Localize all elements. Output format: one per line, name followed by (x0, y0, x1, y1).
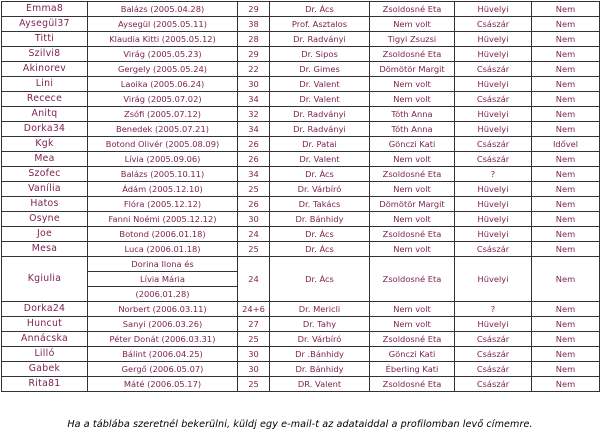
place-cell: Császár (455, 347, 532, 362)
midwife-cell: Nem volt (370, 152, 455, 167)
doctor-cell: Dr. Patai (270, 137, 370, 152)
flag-cell: Nem (532, 227, 600, 242)
baby-cell: Norbert (2006.03.11) (88, 302, 238, 317)
table-row (2, 182, 600, 197)
doctor-cell: Dr. Gimes (270, 62, 370, 77)
flag-cell: Nem (532, 377, 600, 392)
doctor-cell: Dr. Radványi (270, 122, 370, 137)
flag-cell: Nem (532, 317, 600, 332)
flag-cell: Nem (532, 32, 600, 47)
flag-cell: Nem (532, 182, 600, 197)
doctor-cell: Dr. Mericli (270, 302, 370, 317)
week-cell: 30 (238, 347, 270, 362)
baby-cell: Lívia (2005.09.06) (88, 152, 238, 167)
table-row (2, 47, 600, 62)
week-cell: 29 (238, 47, 270, 62)
baby-cell: Klaudia Kitti (2005.05.12) (88, 32, 238, 47)
place-cell: ? (455, 302, 532, 317)
week-cell: 26 (238, 152, 270, 167)
table-row (2, 62, 600, 77)
table-row (2, 227, 600, 242)
place-cell: Hüvelyi (455, 107, 532, 122)
table-row (2, 332, 600, 347)
doctor-cell: Prof. Asztalos (270, 17, 370, 32)
place-cell: ? (455, 167, 532, 182)
table-row (2, 77, 600, 92)
doctor-cell: Dr. Valent (270, 92, 370, 107)
flag-cell: Nem (532, 77, 600, 92)
nick-cell: Lini (2, 77, 88, 92)
baby-cell: Virág (2005.05.23) (88, 47, 238, 62)
nick-cell: Joe (2, 227, 88, 242)
week-cell: 24 (238, 227, 270, 242)
week-cell: 32 (238, 107, 270, 122)
flag-cell: Nem (532, 122, 600, 137)
doctor-cell: Dr. Valent (270, 77, 370, 92)
midwife-cell: Zsoldosné Eta (370, 47, 455, 62)
doctor-cell: Dr. Valent (270, 152, 370, 167)
baby-cell: Sanyi (2006.03.26) (88, 317, 238, 332)
doctor-cell: Dr. Várbíró (270, 182, 370, 197)
table-row (2, 377, 600, 392)
place-cell: Császár (455, 152, 532, 167)
table-row (2, 152, 600, 167)
baby-cell: Fanni Noémi (2005.12.12) (88, 212, 238, 227)
doctor-cell: Dr. Ács (270, 242, 370, 257)
midwife-cell: Gönczi Kati (370, 347, 455, 362)
nick-cell: Kgk (2, 137, 88, 152)
nick-cell: Hatos (2, 197, 88, 212)
nick-cell: Kgiulia (2, 257, 88, 302)
doctor-cell: Dr. Bánhidy (270, 362, 370, 377)
week-cell: 26 (238, 197, 270, 212)
baby-cell: Balázs (2005.04.28) (88, 2, 238, 17)
week-cell: 25 (238, 242, 270, 257)
place-cell: Hüvelyi (455, 317, 532, 332)
midwife-cell: Zsoldosné Eta (370, 332, 455, 347)
table-row (2, 197, 600, 212)
doctor-cell: Dr. Ács (270, 257, 370, 302)
doctor-cell: Dr. Takács (270, 197, 370, 212)
week-cell: 27 (238, 317, 270, 332)
place-cell: Hüvelyi (455, 122, 532, 137)
place-cell: Császár (455, 17, 532, 32)
flag-cell: Nem (532, 107, 600, 122)
nick-cell: Dorka24 (2, 302, 88, 317)
nick-cell: Mesa (2, 242, 88, 257)
midwife-cell: Nem volt (370, 302, 455, 317)
table-row (2, 92, 600, 107)
table-row (2, 347, 600, 362)
week-cell: 34 (238, 122, 270, 137)
place-cell: Hüvelyi (455, 197, 532, 212)
midwife-cell: Nem volt (370, 92, 455, 107)
midwife-cell: Zsoldosné Eta (370, 257, 455, 302)
flag-cell: Nem (532, 212, 600, 227)
week-cell: 30 (238, 362, 270, 377)
flag-cell: Nem (532, 197, 600, 212)
midwife-cell: Zsoldosné Eta (370, 227, 455, 242)
table-body-kgiulia (2, 257, 600, 302)
week-cell: 34 (238, 167, 270, 182)
nick-cell: Lilló (2, 347, 88, 362)
place-cell: Hüvelyi (455, 182, 532, 197)
midwife-cell: Éberling Kati (370, 362, 455, 377)
table-row (2, 302, 600, 317)
midwife-cell: Nem volt (370, 317, 455, 332)
midwife-cell: Zsoldosné Eta (370, 2, 455, 17)
midwife-cell: Tóth Anna (370, 107, 455, 122)
place-cell: Császár (455, 332, 532, 347)
place-cell: Császár (455, 242, 532, 257)
flag-cell: Nem (532, 152, 600, 167)
nick-cell: Anitq (2, 107, 88, 122)
nick-cell: Emma8 (2, 2, 88, 17)
week-cell: 29 (238, 2, 270, 17)
baby-cell-line-1: Dorina Ilona és (88, 257, 238, 272)
doctor-cell: Dr. Sipos (270, 47, 370, 62)
flag-cell: Nem (532, 2, 600, 17)
week-cell: 28 (238, 32, 270, 47)
nick-cell: Aysegül37 (2, 17, 88, 32)
table-row-kgiulia (2, 257, 600, 272)
table-row (2, 362, 600, 377)
midwife-cell: Tóth Anna (370, 122, 455, 137)
flag-cell: Nem (532, 362, 600, 377)
table-row (2, 137, 600, 152)
baby-cell-line-2: Lívia Mária (88, 272, 238, 287)
place-cell: Császár (455, 362, 532, 377)
flag-cell: Nem (532, 47, 600, 62)
baby-cell: Péter Donát (2006.03.31) (88, 332, 238, 347)
place-cell: Császár (455, 377, 532, 392)
place-cell: Hüvelyi (455, 77, 532, 92)
flag-cell: Nem (532, 17, 600, 32)
midwife-cell: Nem volt (370, 242, 455, 257)
table-body-lower (2, 302, 600, 392)
place-cell: Hüvelyi (455, 2, 532, 17)
flag-cell: Nem (532, 302, 600, 317)
baby-cell: Gergely (2005.05.24) (88, 62, 238, 77)
place-cell: Hüvelyi (455, 212, 532, 227)
baby-cell: Bálint (2006.04.25) (88, 347, 238, 362)
nick-cell: Dorka34 (2, 122, 88, 137)
midwife-cell: Zsoldosné Eta (370, 167, 455, 182)
flag-cell: Nem (532, 332, 600, 347)
midwife-cell: Zsoldosné Eta (370, 377, 455, 392)
nick-cell: Recece (2, 92, 88, 107)
table-row (2, 242, 600, 257)
doctor-cell: Dr. Radványi (270, 107, 370, 122)
baby-cell: Máté (2006.05.17) (88, 377, 238, 392)
baby-cell: Gergő (2006.05.07) (88, 362, 238, 377)
midwife-cell: Nem volt (370, 182, 455, 197)
nick-cell: Huncut (2, 317, 88, 332)
flag-cell: Idővel (532, 137, 600, 152)
midwife-cell: Dömötör Margit (370, 62, 455, 77)
midwife-cell: Nem volt (370, 17, 455, 32)
table-row (2, 167, 600, 182)
baby-cell: Laoika (2005.06.24) (88, 77, 238, 92)
midwife-cell: Nem volt (370, 212, 455, 227)
births-table (1, 1, 600, 392)
doctor-cell: Dr. Radványi (270, 32, 370, 47)
table-row (2, 212, 600, 227)
nick-cell: Gabek (2, 362, 88, 377)
baby-cell: Flóra (2005.12.12) (88, 197, 238, 212)
flag-cell: Nem (532, 347, 600, 362)
doctor-cell: Dr. Tahy (270, 317, 370, 332)
baby-cell: Benedek (2005.07.21) (88, 122, 238, 137)
baby-cell: Aysegül (2005.05.11) (88, 17, 238, 32)
midwife-cell: Gönczi Kati (370, 137, 455, 152)
place-cell: Hüvelyi (455, 32, 532, 47)
table-caption: Ha a táblába szeretnél bekerülni, küldj egy e-mail-t az adataiddal a profilomban levő címemre. (67, 419, 533, 430)
doctor-cell: Dr. Ács (270, 167, 370, 182)
midwife-cell: Dömötör Margit (370, 197, 455, 212)
baby-cell-line-3: (2006.01.28) (88, 287, 238, 302)
doctor-cell: Dr .Bánhidy (270, 347, 370, 362)
baby-cell: Balázs (2005.10.11) (88, 167, 238, 182)
midwife-cell: Nem volt (370, 77, 455, 92)
doctor-cell: Dr. Várbíró (270, 332, 370, 347)
place-cell: Hüvelyi (455, 227, 532, 242)
doctor-cell: Dr. Ács (270, 227, 370, 242)
doctor-cell: Dr. Ács (270, 2, 370, 17)
week-cell: 25 (238, 377, 270, 392)
table-body-upper (2, 2, 600, 257)
place-cell: Hüvelyi (455, 47, 532, 62)
week-cell: 38 (238, 17, 270, 32)
flag-cell: Nem (532, 257, 600, 302)
flag-cell: Nem (532, 92, 600, 107)
baby-cell: Zsófi (2005.07.12) (88, 107, 238, 122)
nick-cell: Mea (2, 152, 88, 167)
baby-cell: Virág (2005.07.02) (88, 92, 238, 107)
place-cell: Császár (455, 62, 532, 77)
doctor-cell: Dr. Bánhidy (270, 212, 370, 227)
week-cell: 26 (238, 137, 270, 152)
week-cell: 24+6 (238, 302, 270, 317)
table-row (2, 32, 600, 47)
week-cell: 34 (238, 92, 270, 107)
flag-cell: Nem (532, 242, 600, 257)
week-cell: 30 (238, 212, 270, 227)
nick-cell: Rita81 (2, 377, 88, 392)
week-cell: 22 (238, 62, 270, 77)
nick-cell: Vanília (2, 182, 88, 197)
week-cell: 30 (238, 77, 270, 92)
week-cell: 25 (238, 332, 270, 347)
baby-cell: Luca (2006.01.18) (88, 242, 238, 257)
week-cell: 24 (238, 257, 270, 302)
table-row (2, 317, 600, 332)
place-cell: Császár (455, 137, 532, 152)
table-row (2, 122, 600, 137)
nick-cell: Akinorev (2, 62, 88, 77)
nick-cell: Annácska (2, 332, 88, 347)
place-cell: Császár (455, 92, 532, 107)
week-cell: 25 (238, 182, 270, 197)
table-row (2, 17, 600, 32)
table-row (2, 107, 600, 122)
nick-cell: Titti (2, 32, 88, 47)
baby-cell: Botond Olivér (2005.08.09) (88, 137, 238, 152)
baby-cell: Botond (2006.01.18) (88, 227, 238, 242)
place-cell: Hüvelyi (455, 257, 532, 302)
doctor-cell: DR. Valent (270, 377, 370, 392)
table-row (2, 2, 600, 17)
nick-cell: Szofec (2, 167, 88, 182)
nick-cell: Szilvi8 (2, 47, 88, 62)
baby-cell: Ádám (2005.12.10) (88, 182, 238, 197)
flag-cell: Nem (532, 167, 600, 182)
midwife-cell: Tigyi Zsuzsi (370, 32, 455, 47)
flag-cell: Nem (532, 62, 600, 77)
nick-cell: Osyne (2, 212, 88, 227)
